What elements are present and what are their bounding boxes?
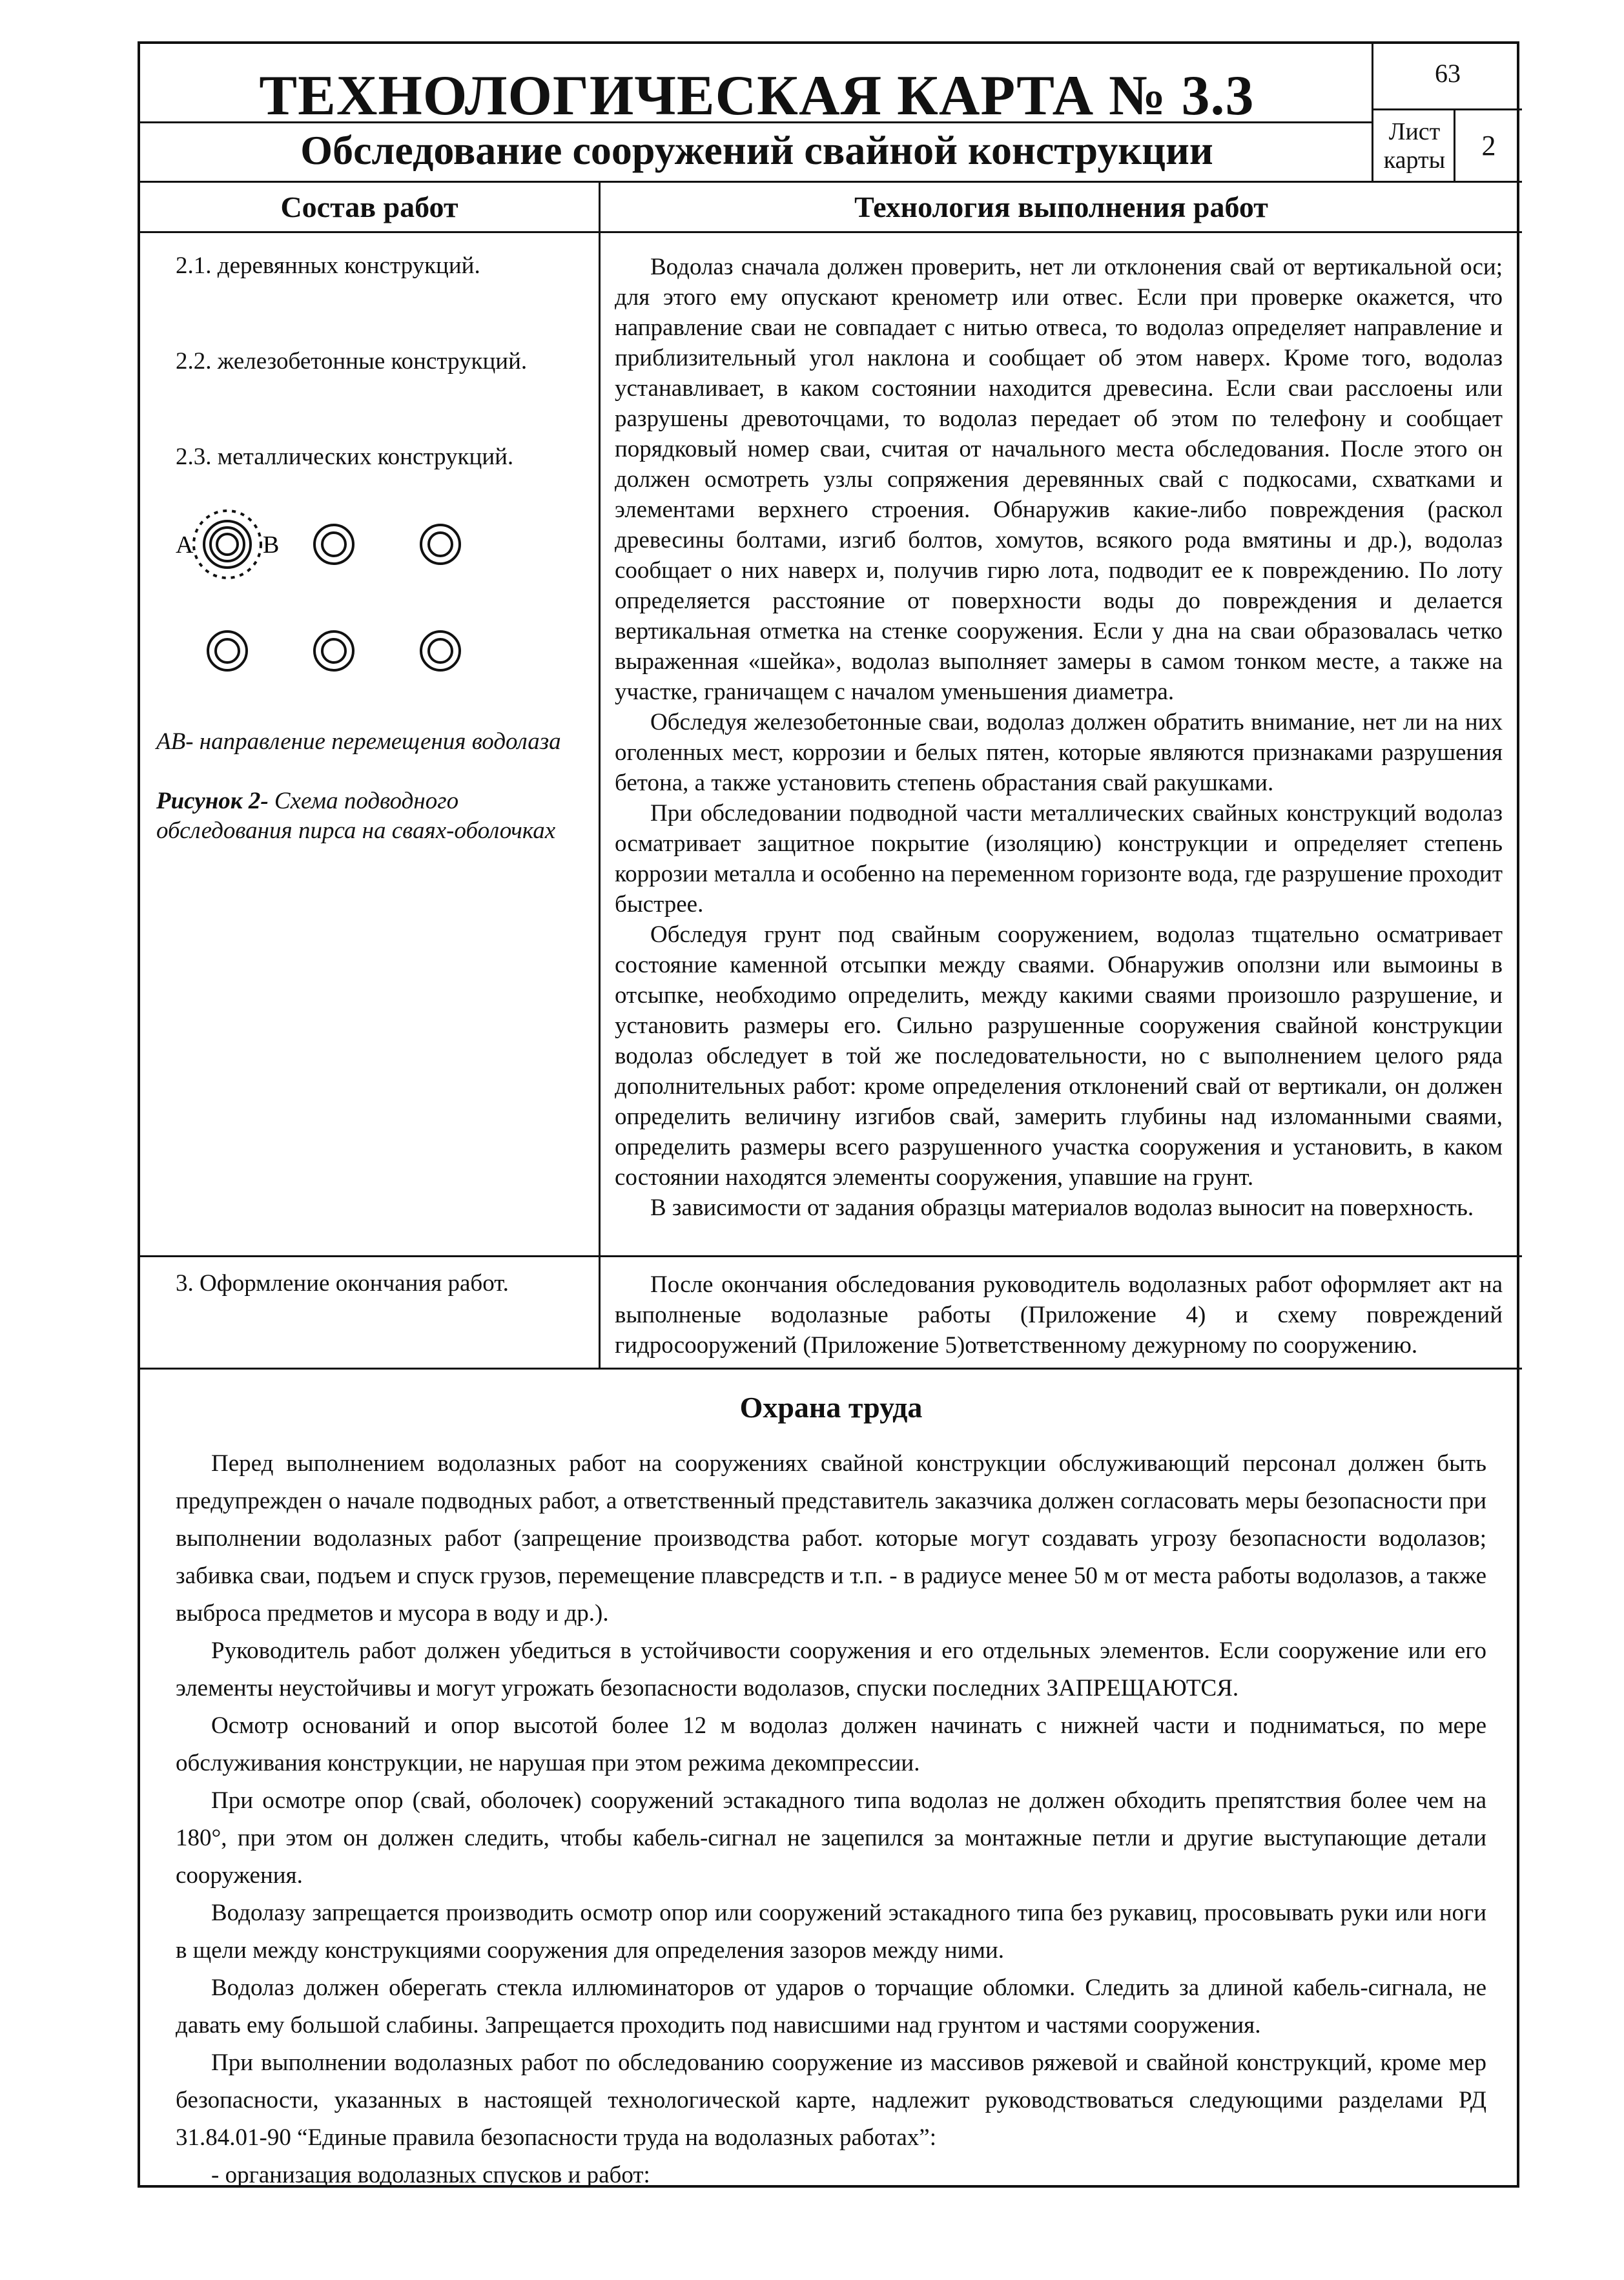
- figure-direction-caption: АВ- направление перемещения водолаза: [156, 728, 561, 755]
- pile-a1: [194, 511, 261, 578]
- technology-text: [615, 252, 1503, 1223]
- column-header-line: [140, 231, 1522, 233]
- pile-scheme-figure: [163, 496, 576, 696]
- label-a: А: [176, 531, 194, 559]
- page-number: 63: [1435, 59, 1461, 88]
- safety-paragraph-8: - организация водолазных спусков и работ:: [211, 2162, 650, 2188]
- work-item-3: 3. Оформление окончания работ.: [176, 1270, 509, 1297]
- header-bottom-line: [140, 181, 1522, 183]
- column-divider: [599, 181, 601, 1369]
- safety-title: Охрана труда: [739, 1391, 923, 1424]
- page-cell-divider: [1373, 108, 1522, 110]
- tech-paragraph-ground: Обследуя грунт под свайным сооружением, водолаз тщательно осматривает состояние каменной отсыпки между сваями. Обнаружив оползни или вымоины в отсыпке, необходимо определить, между какими сваями произошло разрушение, и установить размеры его. Сильно разрушенные сооружения свайной конструкции водолаз обследует в той же последовательности, но с выполнением целого ряда дополнительных работ: кроме определения отклонений свай от вертикали, он должен определить величину изгибов свай, замерить глубины над изломанными сваями, определить размеры всего разрушенного участка сооружения и установить, в каком состоянии находятся элементы сооружения, упавшие на грунт.: [615, 921, 1503, 1191]
- tech-paragraph-samples: В зависимости от задания образцы материалов водолаз выносит на поверхность.: [650, 1195, 1474, 1221]
- row3-text: [615, 1269, 1503, 1361]
- label-b: В: [263, 531, 280, 559]
- pile-b3: [421, 632, 460, 670]
- safety-paragraph-6: Водолаз должен оберегать стекла иллюминаторов от ударов о торчащие обломки. Следить за длиной кабель-сигнала, не давать ему большой слабины. Запрещается проходить под нависшими над грунтом и частями сооружения.: [176, 1975, 1486, 2039]
- row3-top-line: [140, 1255, 1522, 1257]
- safety-paragraph-7: При выполнении водолазных работ по обследованию сооружение из массивов ряжевой и свайной конструкций, кроме мер безопасности, указанных в настоящей технологической карте, надлежит руководствоваться следующими разделами РД 31.84.01-90 “Единые правила безопасности труда на водолазных работах”:: [176, 2049, 1486, 2151]
- figure-caption: [156, 786, 589, 846]
- document-frame: [138, 41, 1519, 2188]
- document-subtitle: Обследование сооружений свайной конструкции: [300, 127, 1213, 173]
- figure-caption-text: Схема подводного обследования пирса на сваях-оболочках: [156, 788, 556, 844]
- sheet-number: 2: [1481, 130, 1496, 161]
- safety-paragraph-4: При осмотре опор (свай, оболочек) сооружений эстакадного типа водолаз не должен обходить препятствия более чем на 180°, при этом он должен следить, чтобы кабель-сигнал не зацепился за монтажные петли и другие выступающие детали сооружения.: [176, 1787, 1486, 1889]
- pile-b1: [208, 632, 247, 670]
- document-title: ТЕХНОЛОГИЧЕСКАЯ КАРТА № 3.3: [259, 65, 1255, 127]
- safety-paragraph-2: Руководитель работ должен убедиться в устойчивости сооружения и его отдельных элементов. Если сооружение или его элементы неустойчивы и могут угрожать безопасности водолазов, спуски последних ЗАПРЕЩАЮТСЯ.: [176, 1638, 1486, 1701]
- sheet-label: Лист карты: [1383, 118, 1446, 174]
- column-header-left: Состав работ: [280, 190, 458, 223]
- table-bottom-line: [140, 1368, 1522, 1370]
- safety-paragraph-1: Перед выполнением водолазных работ на сооружениях свайной конструкции обслуживающий персонал должен быть предупрежден о начале подводных работ, а ответственный представитель заказчика должен согласовать меры безопасности при выполнении водолазных работ (запрещение производства работ. которые могут создавать угрозу безопасности водолазов; забивка сваи, подъем и спуск грузов, перемещение плавсредств и т.п. - в радиусе менее 50 м от места работы водолазов, а также выброса предметов и мусора в воду и др.).: [176, 1450, 1486, 1627]
- figure-caption-title: Рисунок 2-: [156, 788, 269, 814]
- pile-b2: [314, 632, 353, 670]
- safety-text: [176, 1445, 1486, 2194]
- pile-a2: [314, 525, 353, 564]
- safety-paragraph-5: Водолазу запрещается производить осмотр опор или сооружений эстакадного типа без рукавиц, просовывать руки или ноги в щели между конструкциями сооружения для определения зазоров между ними.: [176, 1900, 1486, 1964]
- column-header-right: Технология выполнения работ: [854, 190, 1268, 223]
- tech-paragraph-completion: После окончания обследования руководитель водолазных работ оформляет акт на выполненые водолазные работы (Приложение 4) и схему повреждений гидросооружений (Приложение 5)ответственному дежурному по сооружению.: [615, 1271, 1503, 1359]
- pile-a3: [421, 525, 460, 564]
- work-item-2-1: 2.1. деревянных конструкций.: [176, 252, 480, 279]
- tech-paragraph-wood: Водолаз сначала должен проверить, нет ли отклонения свай от вертикальной оси; для этого ему опускают кренометр или отвес. Если при проверке окажется, что направление сваи не совпадает с нитью отвеса, то водолаз определяет направление и приблизительный угол наклона и сообщает об этом наверх. Кроме того, водолаз устанавливает, в каком состоянии находится древесина. Если сваи расслоены или разрушены древоточцами, то водолаз передает об этом по телефону и сообщает порядковый номер сваи, считая от начального места обследования. После этого он должен осмотреть узлы сопряжения деревянных свай с подкосами, схватками и элементами верхнего строения. Обнаружив какие-либо повреждения (раскол древесины болтами, изгиб болтов, хомутов, всякого рода вмятины и др.), водолаз сообщает о них наверх и, получив гирю лота, подводит ее к повреждению. По лоту определяется расстояние от поверхности воды до повреждения и делается вертикальная отметка на стенке сооружения. Если у дна на сваи образовалась четко выраженная «шейка», водолаз выполняет замеры в самом тонком месте, а также на участке, граничащем с началом уменьшения диаметра.: [615, 254, 1503, 705]
- safety-paragraph-3: Осмотр оснований и опор высотой более 12 м водолаз должен начинать с нижней части и подниматься, по мере обслуживания конструкции, не нарушая при этом режима декомпрессии.: [176, 1712, 1486, 1776]
- work-item-2-3: 2.3. металлических конструкций.: [176, 444, 514, 470]
- tech-paragraph-metal: При обследовании подводной части металлических свайных конструкций водолаз осматривает защитное покрытие (изоляцию) конструкции и определяет степень коррозии металла и особенно на переменном горизонте вода, где разрушение проходит быстрее.: [615, 800, 1503, 918]
- tech-paragraph-concrete: Обследуя железобетонные сваи, водолаз должен обратить внимание, нет ли на них оголенных мест, коррозии и белых пятен, которые являются признаками разрушения бетона, а также установить степень обрастания свай ракушками.: [615, 709, 1503, 796]
- work-item-2-2: 2.2. железобетонные конструкций.: [176, 348, 528, 375]
